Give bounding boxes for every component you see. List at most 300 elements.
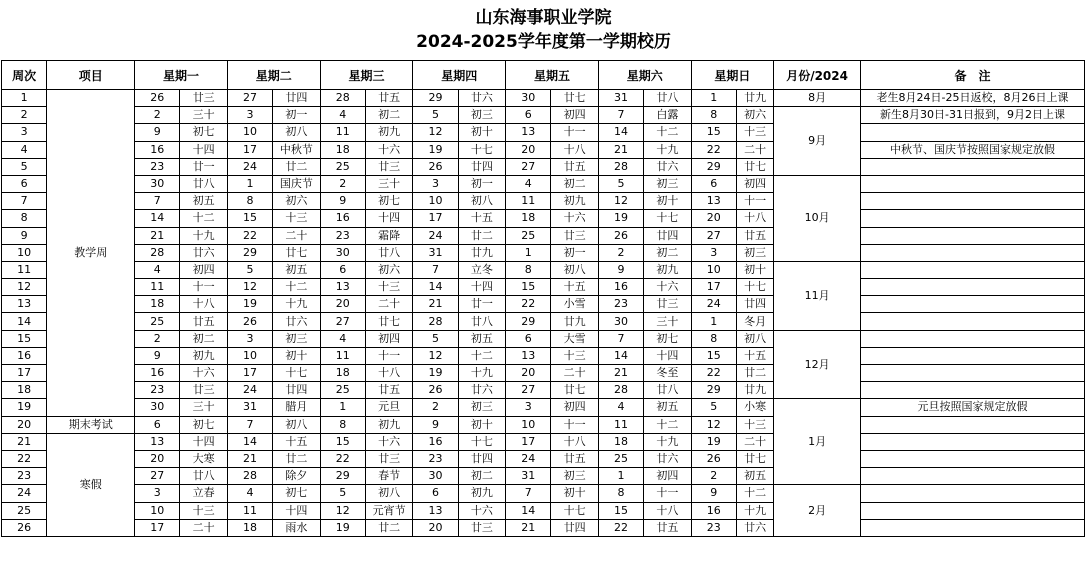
lunar-fri: 初三 — [551, 468, 598, 485]
note-cell — [860, 227, 1084, 244]
date-thu: 2 — [413, 399, 458, 416]
date-tue: 28 — [227, 468, 272, 485]
lunar-thu: 初三 — [458, 107, 505, 124]
week-number: 21 — [2, 433, 47, 450]
lunar-sun: 廿四 — [736, 296, 773, 313]
date-mon: 10 — [135, 502, 180, 519]
lunar-thu: 初一 — [458, 175, 505, 192]
lunar-thu: 初八 — [458, 193, 505, 210]
date-thu: 7 — [413, 261, 458, 278]
lunar-sun: 廿七 — [736, 450, 773, 467]
table-row — [2, 468, 1085, 485]
date-tue: 18 — [227, 519, 272, 536]
lunar-tue: 初八 — [273, 124, 320, 141]
lunar-sun: 初十 — [736, 261, 773, 278]
lunar-sat: 十四 — [644, 347, 691, 364]
date-mon: 14 — [135, 210, 180, 227]
lunar-sat: 廿八 — [644, 382, 691, 399]
date-mon: 16 — [135, 365, 180, 382]
week-number: 11 — [2, 261, 47, 278]
lunar-fri: 二十 — [551, 365, 598, 382]
lunar-mon: 廿六 — [180, 244, 227, 261]
table-row — [2, 193, 1085, 210]
lunar-tue: 初三 — [273, 330, 320, 347]
lunar-tue: 十三 — [273, 210, 320, 227]
lunar-thu: 初十 — [458, 416, 505, 433]
date-mon: 20 — [135, 450, 180, 467]
lunar-sat: 初二 — [644, 244, 691, 261]
date-sat: 14 — [598, 347, 643, 364]
date-fri: 27 — [506, 382, 551, 399]
date-sun: 13 — [691, 193, 736, 210]
note-cell: 新生8月30日-31日报到，9月2日上课 — [860, 107, 1084, 124]
date-fri: 22 — [506, 296, 551, 313]
date-sat: 21 — [598, 365, 643, 382]
date-mon: 23 — [135, 158, 180, 175]
date-mon: 21 — [135, 227, 180, 244]
date-sun: 20 — [691, 210, 736, 227]
header-thursday: 星期四 — [413, 61, 506, 90]
lunar-sat: 十二 — [644, 124, 691, 141]
lunar-sat: 廿四 — [644, 227, 691, 244]
lunar-mon: 二十 — [180, 519, 227, 536]
lunar-sat: 十一 — [644, 485, 691, 502]
table-row — [2, 124, 1085, 141]
date-sun: 15 — [691, 124, 736, 141]
date-sat: 12 — [598, 193, 643, 210]
date-sat: 14 — [598, 124, 643, 141]
date-mon: 9 — [135, 124, 180, 141]
week-number: 9 — [2, 227, 47, 244]
lunar-fri: 初九 — [551, 193, 598, 210]
lunar-fri: 十一 — [551, 124, 598, 141]
week-number: 24 — [2, 485, 47, 502]
lunar-wed: 元宵节 — [365, 502, 412, 519]
lunar-mon: 初七 — [180, 124, 227, 141]
lunar-fri: 廿五 — [551, 158, 598, 175]
month-label: 9月 — [774, 107, 861, 176]
date-fri: 29 — [506, 313, 551, 330]
lunar-thu: 十七 — [458, 141, 505, 158]
date-thu: 19 — [413, 365, 458, 382]
date-wed: 1 — [320, 399, 365, 416]
lunar-thu: 廿四 — [458, 158, 505, 175]
lunar-sun: 廿六 — [736, 519, 773, 536]
lunar-sun: 廿二 — [736, 365, 773, 382]
lunar-thu: 廿六 — [458, 90, 505, 107]
date-sun: 1 — [691, 313, 736, 330]
date-fri: 18 — [506, 210, 551, 227]
lunar-mon: 十三 — [180, 502, 227, 519]
date-sun: 19 — [691, 433, 736, 450]
date-tue: 12 — [227, 279, 272, 296]
date-wed: 18 — [320, 141, 365, 158]
lunar-wed: 霜降 — [365, 227, 412, 244]
week-number: 22 — [2, 450, 47, 467]
date-wed: 29 — [320, 468, 365, 485]
lunar-sat: 三十 — [644, 313, 691, 330]
date-fri: 4 — [506, 175, 551, 192]
lunar-fri: 初二 — [551, 175, 598, 192]
table-row — [2, 244, 1085, 261]
date-wed: 4 — [320, 107, 365, 124]
lunar-sat: 廿六 — [644, 158, 691, 175]
month-label: 11月 — [774, 261, 861, 330]
lunar-sat: 十九 — [644, 141, 691, 158]
date-thu: 20 — [413, 519, 458, 536]
date-tue: 10 — [227, 124, 272, 141]
lunar-fri: 廿三 — [551, 227, 598, 244]
lunar-tue: 廿七 — [273, 244, 320, 261]
lunar-tue: 十七 — [273, 365, 320, 382]
date-sat: 28 — [598, 382, 643, 399]
date-thu: 23 — [413, 450, 458, 467]
table-row — [2, 347, 1085, 364]
lunar-mon: 立春 — [180, 485, 227, 502]
lunar-thu: 十五 — [458, 210, 505, 227]
header-monday: 星期一 — [135, 61, 228, 90]
header-sunday: 星期日 — [691, 61, 774, 90]
date-sun: 15 — [691, 347, 736, 364]
date-mon: 26 — [135, 90, 180, 107]
date-tue: 22 — [227, 227, 272, 244]
date-thu: 17 — [413, 210, 458, 227]
lunar-sat: 廿八 — [644, 90, 691, 107]
date-wed: 25 — [320, 382, 365, 399]
date-mon: 13 — [135, 433, 180, 450]
date-thu: 24 — [413, 227, 458, 244]
header-saturday: 星期六 — [598, 61, 691, 90]
date-sat: 2 — [598, 244, 643, 261]
table-row — [2, 433, 1085, 450]
date-fri: 30 — [506, 90, 551, 107]
week-number: 3 — [2, 124, 47, 141]
lunar-mon: 三十 — [180, 399, 227, 416]
date-sat: 7 — [598, 107, 643, 124]
date-mon: 30 — [135, 175, 180, 192]
week-number: 17 — [2, 365, 47, 382]
date-tue: 4 — [227, 485, 272, 502]
date-tue: 5 — [227, 261, 272, 278]
date-sun: 29 — [691, 382, 736, 399]
date-fri: 21 — [506, 519, 551, 536]
lunar-wed: 廿三 — [365, 450, 412, 467]
date-mon: 4 — [135, 261, 180, 278]
date-thu: 5 — [413, 107, 458, 124]
lunar-sun: 初四 — [736, 175, 773, 192]
table-row — [2, 90, 1085, 107]
lunar-sun: 廿九 — [736, 90, 773, 107]
lunar-sun: 十五 — [736, 347, 773, 364]
lunar-sat: 十八 — [644, 502, 691, 519]
table-row — [2, 175, 1085, 192]
note-cell — [860, 244, 1084, 261]
date-wed: 25 — [320, 158, 365, 175]
lunar-sun: 二十 — [736, 433, 773, 450]
date-sat: 1 — [598, 468, 643, 485]
lunar-thu: 十九 — [458, 365, 505, 382]
lunar-tue: 中秋节 — [273, 141, 320, 158]
date-tue: 7 — [227, 416, 272, 433]
school-calendar-table — [1, 60, 1085, 537]
date-sat: 22 — [598, 519, 643, 536]
lunar-sat: 初三 — [644, 175, 691, 192]
table-row — [2, 107, 1085, 124]
date-fri: 14 — [506, 502, 551, 519]
lunar-sun: 十二 — [736, 485, 773, 502]
date-thu: 29 — [413, 90, 458, 107]
lunar-thu: 初三 — [458, 399, 505, 416]
lunar-tue: 十九 — [273, 296, 320, 313]
date-wed: 6 — [320, 261, 365, 278]
date-tue: 29 — [227, 244, 272, 261]
week-number: 15 — [2, 330, 47, 347]
note-cell: 中秋节、国庆节按照国家规定放假 — [860, 141, 1084, 158]
lunar-fri: 十三 — [551, 347, 598, 364]
date-wed: 20 — [320, 296, 365, 313]
table-row — [2, 365, 1085, 382]
date-sun: 22 — [691, 141, 736, 158]
lunar-fri: 廿五 — [551, 450, 598, 467]
calendar-title-school: 山东海事职业学院 — [475, 8, 612, 28]
item-label: 期末考试 — [47, 416, 135, 433]
lunar-sun: 廿五 — [736, 227, 773, 244]
lunar-fri: 小雪 — [551, 296, 598, 313]
date-tue: 24 — [227, 158, 272, 175]
lunar-wed: 十八 — [365, 365, 412, 382]
lunar-fri: 十六 — [551, 210, 598, 227]
date-sat: 28 — [598, 158, 643, 175]
note-cell — [860, 468, 1084, 485]
date-thu: 16 — [413, 433, 458, 450]
date-wed: 19 — [320, 519, 365, 536]
note-cell — [860, 416, 1084, 433]
date-tue: 26 — [227, 313, 272, 330]
note-cell — [860, 433, 1084, 450]
date-sat: 15 — [598, 502, 643, 519]
lunar-sat: 冬至 — [644, 365, 691, 382]
date-sun: 6 — [691, 175, 736, 192]
lunar-thu: 初九 — [458, 485, 505, 502]
lunar-wed: 十六 — [365, 433, 412, 450]
date-sun: 9 — [691, 485, 736, 502]
lunar-mon: 十九 — [180, 227, 227, 244]
lunar-thu: 初二 — [458, 468, 505, 485]
date-tue: 10 — [227, 347, 272, 364]
month-label: 2月 — [774, 485, 861, 537]
lunar-mon: 十六 — [180, 365, 227, 382]
date-mon: 7 — [135, 193, 180, 210]
date-thu: 28 — [413, 313, 458, 330]
lunar-wed: 二十 — [365, 296, 412, 313]
date-sun: 1 — [691, 90, 736, 107]
date-wed: 22 — [320, 450, 365, 467]
table-row — [2, 502, 1085, 519]
item-label: 教学周 — [47, 90, 135, 417]
date-thu: 13 — [413, 502, 458, 519]
week-number: 16 — [2, 347, 47, 364]
week-number: 20 — [2, 416, 47, 433]
date-sun: 27 — [691, 227, 736, 244]
week-number: 2 — [2, 107, 47, 124]
table-row — [2, 296, 1085, 313]
week-number: 18 — [2, 382, 47, 399]
table-row — [2, 416, 1085, 433]
lunar-tue: 腊月 — [273, 399, 320, 416]
lunar-mon: 三十 — [180, 107, 227, 124]
week-number: 8 — [2, 210, 47, 227]
date-fri: 6 — [506, 107, 551, 124]
date-sun: 22 — [691, 365, 736, 382]
date-mon: 3 — [135, 485, 180, 502]
month-label: 1月 — [774, 399, 861, 485]
note-cell — [860, 519, 1084, 536]
calendar-body — [2, 90, 1085, 537]
lunar-mon: 初二 — [180, 330, 227, 347]
note-cell — [860, 382, 1084, 399]
date-sun: 29 — [691, 158, 736, 175]
date-sun: 24 — [691, 296, 736, 313]
note-cell — [860, 450, 1084, 467]
lunar-fri: 十八 — [551, 433, 598, 450]
date-thu: 30 — [413, 468, 458, 485]
lunar-tue: 初十 — [273, 347, 320, 364]
date-wed: 28 — [320, 90, 365, 107]
lunar-thu: 十七 — [458, 433, 505, 450]
date-tue: 17 — [227, 141, 272, 158]
date-wed: 27 — [320, 313, 365, 330]
lunar-wed: 十四 — [365, 210, 412, 227]
lunar-mon: 廿一 — [180, 158, 227, 175]
date-mon: 6 — [135, 416, 180, 433]
lunar-fri: 初四 — [551, 399, 598, 416]
date-sat: 11 — [598, 416, 643, 433]
date-mon: 18 — [135, 296, 180, 313]
lunar-thu: 廿六 — [458, 382, 505, 399]
lunar-sat: 十六 — [644, 279, 691, 296]
lunar-tue: 十五 — [273, 433, 320, 450]
lunar-sat: 初五 — [644, 399, 691, 416]
lunar-thu: 立冬 — [458, 261, 505, 278]
lunar-tue: 雨水 — [273, 519, 320, 536]
header-item: 项目 — [47, 61, 135, 90]
date-mon: 17 — [135, 519, 180, 536]
lunar-thu: 廿二 — [458, 227, 505, 244]
date-thu: 19 — [413, 141, 458, 158]
lunar-sun: 二十 — [736, 141, 773, 158]
table-row — [2, 519, 1085, 536]
note-cell — [860, 365, 1084, 382]
week-number: 10 — [2, 244, 47, 261]
lunar-sat: 十七 — [644, 210, 691, 227]
lunar-wed: 十三 — [365, 279, 412, 296]
date-sun: 2 — [691, 468, 736, 485]
date-thu: 26 — [413, 382, 458, 399]
header-wednesday: 星期三 — [320, 61, 413, 90]
date-wed: 15 — [320, 433, 365, 450]
date-thu: 12 — [413, 124, 458, 141]
calendar-title-term: 2024-2025学年度第一学期校历 — [416, 32, 671, 52]
date-sat: 9 — [598, 261, 643, 278]
date-thu: 26 — [413, 158, 458, 175]
lunar-mon: 廿八 — [180, 468, 227, 485]
date-thu: 21 — [413, 296, 458, 313]
lunar-thu: 初十 — [458, 124, 505, 141]
lunar-fri: 十五 — [551, 279, 598, 296]
lunar-sun: 廿七 — [736, 158, 773, 175]
lunar-fri: 廿九 — [551, 313, 598, 330]
table-row — [2, 261, 1085, 278]
lunar-sat: 廿三 — [644, 296, 691, 313]
lunar-wed: 初四 — [365, 330, 412, 347]
date-fri: 6 — [506, 330, 551, 347]
date-thu: 9 — [413, 416, 458, 433]
lunar-sat: 白露 — [644, 107, 691, 124]
note-cell — [860, 124, 1084, 141]
table-row — [2, 141, 1085, 158]
date-fri: 13 — [506, 124, 551, 141]
date-mon: 2 — [135, 330, 180, 347]
date-thu: 14 — [413, 279, 458, 296]
date-wed: 11 — [320, 347, 365, 364]
date-sun: 12 — [691, 416, 736, 433]
date-fri: 31 — [506, 468, 551, 485]
note-cell — [860, 313, 1084, 330]
lunar-sun: 十七 — [736, 279, 773, 296]
lunar-mon: 廿八 — [180, 175, 227, 192]
week-number: 13 — [2, 296, 47, 313]
date-sun: 3 — [691, 244, 736, 261]
date-tue: 1 — [227, 175, 272, 192]
lunar-wed: 初九 — [365, 124, 412, 141]
date-sat: 21 — [598, 141, 643, 158]
lunar-tue: 廿四 — [273, 90, 320, 107]
lunar-thu: 廿一 — [458, 296, 505, 313]
table-row — [2, 313, 1085, 330]
date-sun: 17 — [691, 279, 736, 296]
lunar-tue: 初七 — [273, 485, 320, 502]
lunar-tue: 廿二 — [273, 158, 320, 175]
lunar-sun: 十八 — [736, 210, 773, 227]
date-wed: 18 — [320, 365, 365, 382]
lunar-mon: 初四 — [180, 261, 227, 278]
date-thu: 3 — [413, 175, 458, 192]
date-mon: 2 — [135, 107, 180, 124]
date-sat: 16 — [598, 279, 643, 296]
date-wed: 8 — [320, 416, 365, 433]
date-sat: 18 — [598, 433, 643, 450]
date-tue: 17 — [227, 365, 272, 382]
date-mon: 16 — [135, 141, 180, 158]
lunar-tue: 初一 — [273, 107, 320, 124]
date-fri: 7 — [506, 485, 551, 502]
date-tue: 15 — [227, 210, 272, 227]
lunar-wed: 初七 — [365, 193, 412, 210]
header-row — [2, 61, 1085, 90]
date-wed: 13 — [320, 279, 365, 296]
table-row — [2, 382, 1085, 399]
date-fri: 3 — [506, 399, 551, 416]
lunar-tue: 除夕 — [273, 468, 320, 485]
lunar-fri: 廿七 — [551, 382, 598, 399]
lunar-mon: 廿三 — [180, 382, 227, 399]
date-mon: 9 — [135, 347, 180, 364]
lunar-mon: 十四 — [180, 433, 227, 450]
date-fri: 24 — [506, 450, 551, 467]
lunar-mon: 廿五 — [180, 313, 227, 330]
lunar-sat: 初九 — [644, 261, 691, 278]
table-row — [2, 399, 1085, 416]
